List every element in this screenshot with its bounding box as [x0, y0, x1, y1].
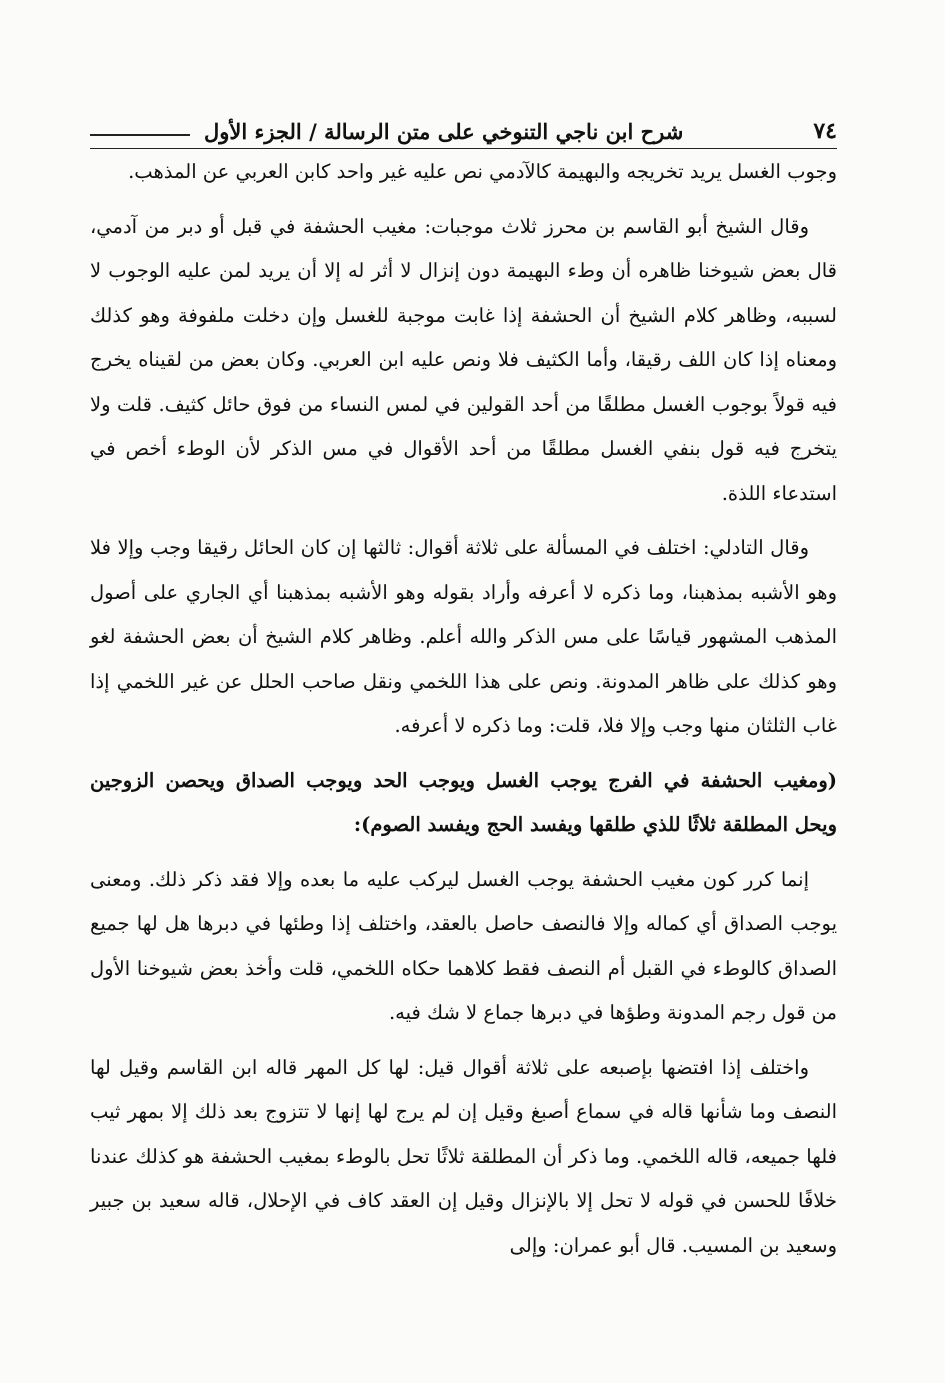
header-rule [90, 134, 190, 136]
page-header [90, 103, 837, 149]
paragraph-1: وجوب الغسل يريد تخريجه والبهيمة كالآدمي نص عليه غير واحد كابن العربي عن المذهب. [128, 160, 837, 183]
matn-quote: (ومغيب الحشفة في الفرج يوجب الغسل ويوجب الحد ويوجب الصداق ويحصن الزوجين ويحل المطلقة ثلاثًا للذي طلقها ويفسد الحج ويفسد الصوم): [90, 768, 837, 836]
header-title-group [90, 119, 683, 144]
paragraph-6: واختلف إذا افتضها بإصبعه على ثلاثة أقوال قيل: لها كل المهر قاله ابن القاسم وقيل لها النصف وما شأنها قاله في سماع أصبغ وقيل إن لم يرج لها إنها لا تتزوج بعد ذلك إلا بمهر ثيب فلها جميعه، قاله اللخمي. وما ذكر أن المطلقة ثلاثًا تحل بالوطء بمغيب الحشفة هو كذلك عندنا خلافًا للحسن في قوله لا تحل إلا بالإنزال وقيل إن العقد كاف في الإحلال، قاله سعيد بن جبير وسعيد بن المسيب. قال أبو عمران: وإلى [90, 1055, 837, 1257]
paragraph-3: وقال التادلي: اختلف في المسألة على ثلاثة أقوال: ثالثها إن كان الحائل رقيقا وجب وإلا فلا وهو الأشبه بمذهبنا، وما ذكره لا أعرفه وأراد بقوله وهو الأشبه بمذهبنا أي الجاري على أصول المذهب المشهور قياسًا على مس الذكر والله أعلم. وظاهر كلام الشيخ أن بعض الحشفة لغو وهو كذلك على ظاهر المدونة. ونص على هذا اللخمي ونقل صاحب الحلل عن غير اللخمي إذا غاب الثلثان منها وجب وإلا فلا، قلت: وما ذكره لا أعرفه. [90, 536, 837, 737]
main-text [90, 150, 837, 1278]
paragraph-5: إنما كرر كون مغيب الحشفة يوجب الغسل ليركب عليه ما بعده وإلا فقد ذكر ذلك. ومعنى يوجب الصداق أي كماله وإلا فالنصف حاصل بالعقد، واختلف إذا وطئها في دبرها هل لها جميع الصداق كالوطء في القبل أم النصف فقط كلاهما حكاه اللخمي، قلت وأخذ بعض شيوخنا الأول من قول رجم المدونة وطؤها في دبرها جماع لا شك فيه. [90, 867, 837, 1024]
page-number: ٧٤ [813, 118, 837, 144]
running-title: شرح ابن ناجي التنوخي على متن الرسالة / الجزء الأول [204, 119, 684, 144]
paragraph-2: وقال الشيخ أبو القاسم بن محرز ثلاث موجبات: مغيب الحشفة في قبل أو دبر من آدمي، قال بعض شيوخنا ظاهره أن وطء البهيمة دون إنزال لا أثر له إلا أن يريد لمن عليه الوجوب لا لسببه، وظاهر كلام الشيخ أن الحشفة إذا غابت موجبة للغسل وإن دخلت ملفوفة وهو كذلك ومعناه إذا كان اللف رقيقا، وأما الكثيف فلا ونص عليه ابن العربي. وكان بعض من لقيناه يخرج فيه قولاً بوجوب الغسل مطلقًا من أحد القولين في لمس النساء من فوق حائل كثيف. قلت ولا يتخرج فيه قول بنفي الغسل مطلقًا من أحد الأقوال في مس الذكر لأن الوطء أخص في استدعاء اللذة. [90, 214, 838, 505]
